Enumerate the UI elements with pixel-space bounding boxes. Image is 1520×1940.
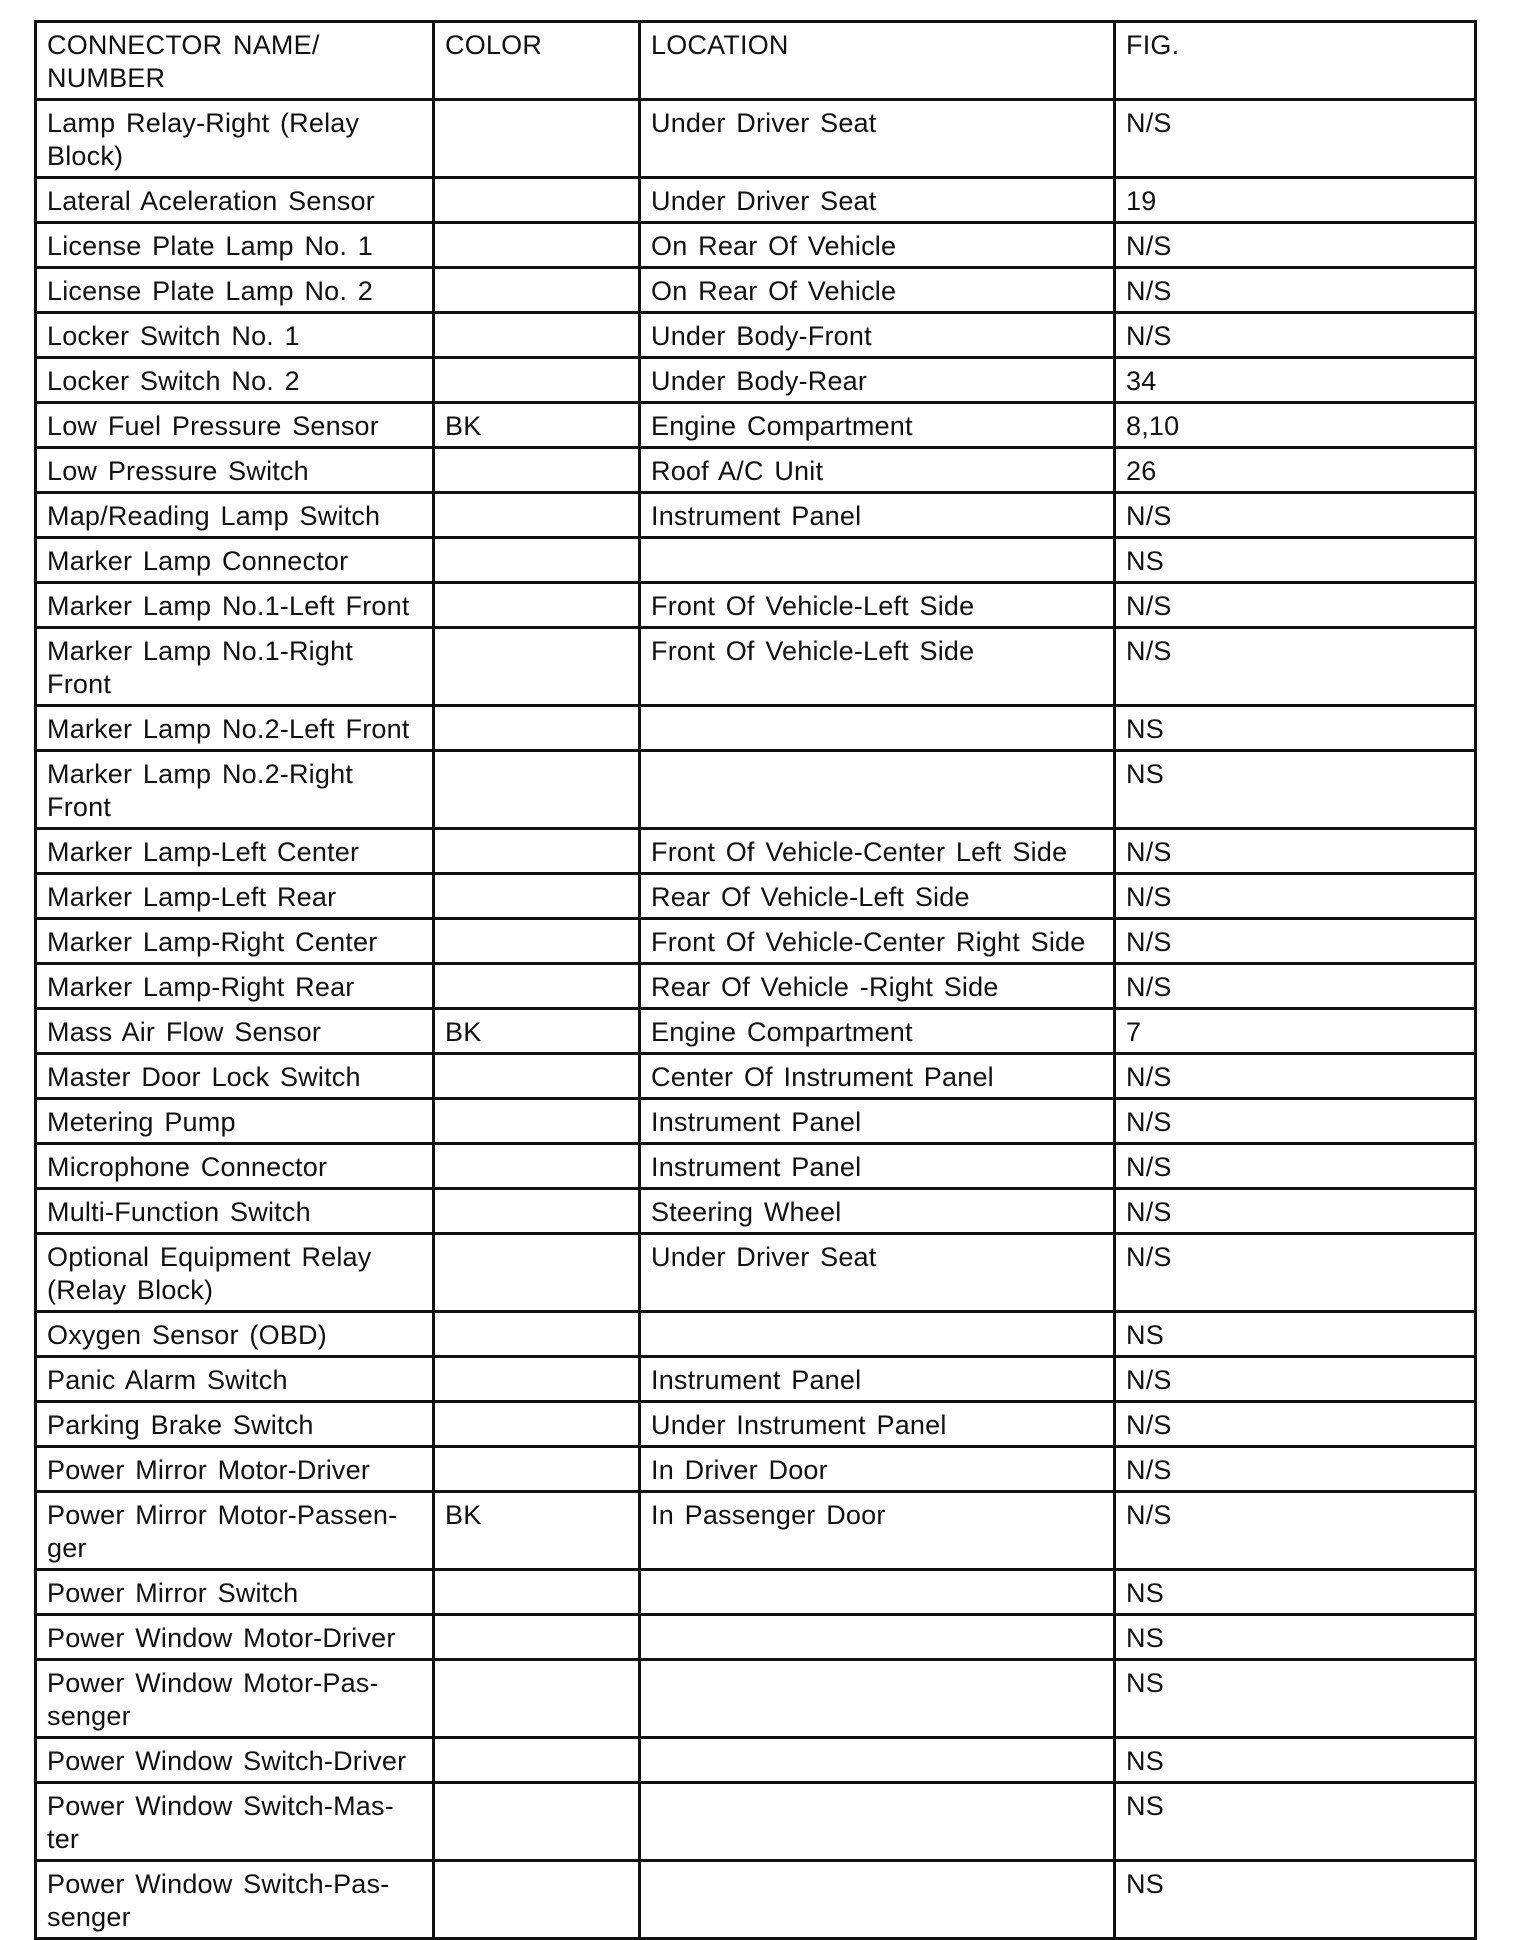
cell-location — [640, 751, 1115, 829]
cell-location — [640, 1738, 1115, 1783]
cell-connector-name: Marker Lamp No.2-Right Front — [36, 751, 434, 829]
table-row — [36, 583, 1476, 628]
cell-location: Under Body-Front — [640, 313, 1115, 358]
cell-color — [434, 1234, 640, 1312]
cell-fig: 8,10 — [1115, 403, 1476, 448]
cell-location: Rear Of Vehicle-Left Side — [640, 874, 1115, 919]
cell-location — [640, 1783, 1115, 1861]
cell-connector-name: Multi-Function Switch — [36, 1189, 434, 1234]
cell-location — [640, 538, 1115, 583]
header-color: COLOR — [434, 22, 640, 100]
cell-connector-name: Metering Pump — [36, 1099, 434, 1144]
table-row — [36, 1009, 1476, 1054]
cell-location: In Driver Door — [640, 1447, 1115, 1492]
table-row — [36, 1234, 1476, 1312]
cell-color — [434, 1402, 640, 1447]
cell-location — [640, 706, 1115, 751]
cell-fig: NS — [1115, 706, 1476, 751]
connector-table-page — [34, 20, 1474, 1940]
header-location: LOCATION — [640, 22, 1115, 100]
cell-location: Instrument Panel — [640, 1357, 1115, 1402]
cell-connector-name: License Plate Lamp No. 1 — [36, 223, 434, 268]
cell-fig: N/S — [1115, 1402, 1476, 1447]
cell-color — [434, 358, 640, 403]
cell-fig: NS — [1115, 1861, 1476, 1939]
table-row — [36, 1054, 1476, 1099]
cell-connector-name: Locker Switch No. 2 — [36, 358, 434, 403]
cell-connector-name: Marker Lamp No.1-Left Front — [36, 583, 434, 628]
cell-location: Under Body-Rear — [640, 358, 1115, 403]
cell-connector-name: Marker Lamp Connector — [36, 538, 434, 583]
cell-connector-name: Power Window Motor-Pas- senger — [36, 1660, 434, 1738]
table-row — [36, 538, 1476, 583]
cell-location: Engine Compartment — [640, 1009, 1115, 1054]
cell-connector-name: Oxygen Sensor (OBD) — [36, 1312, 434, 1357]
header-fig: FIG. — [1115, 22, 1476, 100]
cell-fig: N/S — [1115, 583, 1476, 628]
cell-fig: NS — [1115, 1570, 1476, 1615]
cell-location — [640, 1861, 1115, 1939]
cell-connector-name: Marker Lamp-Right Rear — [36, 964, 434, 1009]
cell-fig: N/S — [1115, 223, 1476, 268]
cell-color — [434, 751, 640, 829]
cell-color — [434, 1615, 640, 1660]
table-row — [36, 358, 1476, 403]
cell-connector-name: Power Window Switch-Pas- senger — [36, 1861, 434, 1939]
cell-color — [434, 493, 640, 538]
cell-color — [434, 874, 640, 919]
cell-connector-name: Panic Alarm Switch — [36, 1357, 434, 1402]
cell-fig: NS — [1115, 751, 1476, 829]
cell-color — [434, 223, 640, 268]
cell-color — [434, 1189, 640, 1234]
cell-fig: N/S — [1115, 313, 1476, 358]
cell-location: Under Driver Seat — [640, 100, 1115, 178]
cell-fig: NS — [1115, 1660, 1476, 1738]
table-row — [36, 268, 1476, 313]
cell-location: Front Of Vehicle-Left Side — [640, 583, 1115, 628]
cell-fig: 7 — [1115, 1009, 1476, 1054]
table-row — [36, 628, 1476, 706]
table-row — [36, 919, 1476, 964]
cell-location — [640, 1312, 1115, 1357]
cell-location: Instrument Panel — [640, 1099, 1115, 1144]
cell-fig: N/S — [1115, 493, 1476, 538]
cell-connector-name: Power Window Switch-Mas- ter — [36, 1783, 434, 1861]
cell-connector-name: Low Pressure Switch — [36, 448, 434, 493]
cell-color: BK — [434, 1492, 640, 1570]
cell-connector-name: Map/Reading Lamp Switch — [36, 493, 434, 538]
cell-connector-name: Low Fuel Pressure Sensor — [36, 403, 434, 448]
cell-fig: 26 — [1115, 448, 1476, 493]
cell-color — [434, 1447, 640, 1492]
cell-location: Front Of Vehicle-Left Side — [640, 628, 1115, 706]
cell-fig: N/S — [1115, 628, 1476, 706]
table-row — [36, 874, 1476, 919]
cell-location — [640, 1660, 1115, 1738]
cell-location: Roof A/C Unit — [640, 448, 1115, 493]
cell-color — [434, 964, 640, 1009]
cell-fig: N/S — [1115, 1099, 1476, 1144]
cell-color: BK — [434, 403, 640, 448]
cell-location: Under Driver Seat — [640, 178, 1115, 223]
cell-fig: N/S — [1115, 919, 1476, 964]
cell-color — [434, 706, 640, 751]
table-row — [36, 1615, 1476, 1660]
table-row — [36, 1144, 1476, 1189]
cell-fig: N/S — [1115, 874, 1476, 919]
cell-fig: N/S — [1115, 1189, 1476, 1234]
cell-fig: NS — [1115, 1312, 1476, 1357]
cell-fig: NS — [1115, 1783, 1476, 1861]
cell-connector-name: Lateral Aceleration Sensor — [36, 178, 434, 223]
cell-connector-name: Power Window Switch-Driver — [36, 1738, 434, 1783]
cell-connector-name: Power Window Motor-Driver — [36, 1615, 434, 1660]
cell-location — [640, 1570, 1115, 1615]
table-row — [36, 829, 1476, 874]
cell-location: Instrument Panel — [640, 1144, 1115, 1189]
cell-fig: 19 — [1115, 178, 1476, 223]
table-row — [36, 403, 1476, 448]
cell-connector-name: Mass Air Flow Sensor — [36, 1009, 434, 1054]
table-row — [36, 1357, 1476, 1402]
table-row — [36, 178, 1476, 223]
cell-color — [434, 919, 640, 964]
cell-location: Under Driver Seat — [640, 1234, 1115, 1312]
cell-location: Instrument Panel — [640, 493, 1115, 538]
cell-connector-name: Parking Brake Switch — [36, 1402, 434, 1447]
table-row — [36, 223, 1476, 268]
cell-color — [434, 1054, 640, 1099]
cell-connector-name: Marker Lamp-Left Center — [36, 829, 434, 874]
cell-connector-name: Power Mirror Switch — [36, 1570, 434, 1615]
cell-connector-name: Marker Lamp No.2-Left Front — [36, 706, 434, 751]
cell-location: Front Of Vehicle-Center Right Side — [640, 919, 1115, 964]
connector-table — [34, 20, 1477, 1940]
table-row — [36, 706, 1476, 751]
cell-fig: NS — [1115, 1615, 1476, 1660]
cell-color — [434, 313, 640, 358]
cell-color — [434, 1312, 640, 1357]
cell-connector-name: License Plate Lamp No. 2 — [36, 268, 434, 313]
cell-connector-name: Marker Lamp-Right Center — [36, 919, 434, 964]
cell-fig: N/S — [1115, 100, 1476, 178]
cell-location: Steering Wheel — [640, 1189, 1115, 1234]
cell-color — [434, 1660, 640, 1738]
cell-fig: N/S — [1115, 1054, 1476, 1099]
cell-connector-name: Lamp Relay-Right (Relay Block) — [36, 100, 434, 178]
cell-location: Under Instrument Panel — [640, 1402, 1115, 1447]
table-row — [36, 1738, 1476, 1783]
table-header-row — [36, 22, 1476, 100]
cell-fig: NS — [1115, 538, 1476, 583]
cell-color — [434, 583, 640, 628]
cell-color — [434, 448, 640, 493]
table-row — [36, 1447, 1476, 1492]
table-row — [36, 448, 1476, 493]
cell-fig: N/S — [1115, 1234, 1476, 1312]
cell-connector-name: Microphone Connector — [36, 1144, 434, 1189]
cell-location: Center Of Instrument Panel — [640, 1054, 1115, 1099]
cell-color — [434, 1783, 640, 1861]
cell-location — [640, 1615, 1115, 1660]
cell-fig: N/S — [1115, 829, 1476, 874]
table-row — [36, 313, 1476, 358]
cell-connector-name: Power Mirror Motor-Driver — [36, 1447, 434, 1492]
table-row — [36, 100, 1476, 178]
cell-connector-name: Power Mirror Motor-Passen- ger — [36, 1492, 434, 1570]
table-row — [36, 1861, 1476, 1939]
cell-color — [434, 1144, 640, 1189]
cell-location: On Rear Of Vehicle — [640, 223, 1115, 268]
cell-color — [434, 1570, 640, 1615]
cell-color — [434, 538, 640, 583]
cell-color — [434, 1861, 640, 1939]
table-row — [36, 1099, 1476, 1144]
cell-fig: N/S — [1115, 1447, 1476, 1492]
cell-connector-name: Marker Lamp No.1-Right Front — [36, 628, 434, 706]
cell-color — [434, 1738, 640, 1783]
cell-location: In Passenger Door — [640, 1492, 1115, 1570]
cell-connector-name: Locker Switch No. 1 — [36, 313, 434, 358]
cell-location: Front Of Vehicle-Center Left Side — [640, 829, 1115, 874]
table-row — [36, 1312, 1476, 1357]
cell-connector-name: Marker Lamp-Left Rear — [36, 874, 434, 919]
cell-fig: N/S — [1115, 1144, 1476, 1189]
cell-color — [434, 100, 640, 178]
table-row — [36, 1660, 1476, 1738]
cell-color — [434, 628, 640, 706]
cell-color — [434, 1357, 640, 1402]
cell-color: BK — [434, 1009, 640, 1054]
cell-fig: N/S — [1115, 964, 1476, 1009]
cell-connector-name: Master Door Lock Switch — [36, 1054, 434, 1099]
table-row — [36, 1492, 1476, 1570]
cell-fig: NS — [1115, 1738, 1476, 1783]
cell-fig: 34 — [1115, 358, 1476, 403]
table-row — [36, 1570, 1476, 1615]
table-row — [36, 964, 1476, 1009]
table-row — [36, 1402, 1476, 1447]
cell-location: On Rear Of Vehicle — [640, 268, 1115, 313]
table-row — [36, 1189, 1476, 1234]
cell-fig: N/S — [1115, 1492, 1476, 1570]
cell-connector-name: Optional Equipment Relay (Relay Block) — [36, 1234, 434, 1312]
cell-fig: N/S — [1115, 1357, 1476, 1402]
cell-color — [434, 829, 640, 874]
cell-color — [434, 268, 640, 313]
cell-color — [434, 178, 640, 223]
table-row — [36, 1783, 1476, 1861]
cell-location: Engine Compartment — [640, 403, 1115, 448]
header-connector-name: CONNECTOR NAME/ NUMBER — [36, 22, 434, 100]
cell-location: Rear Of Vehicle -Right Side — [640, 964, 1115, 1009]
table-row — [36, 493, 1476, 538]
cell-color — [434, 1099, 640, 1144]
table-row — [36, 751, 1476, 829]
cell-fig: N/S — [1115, 268, 1476, 313]
